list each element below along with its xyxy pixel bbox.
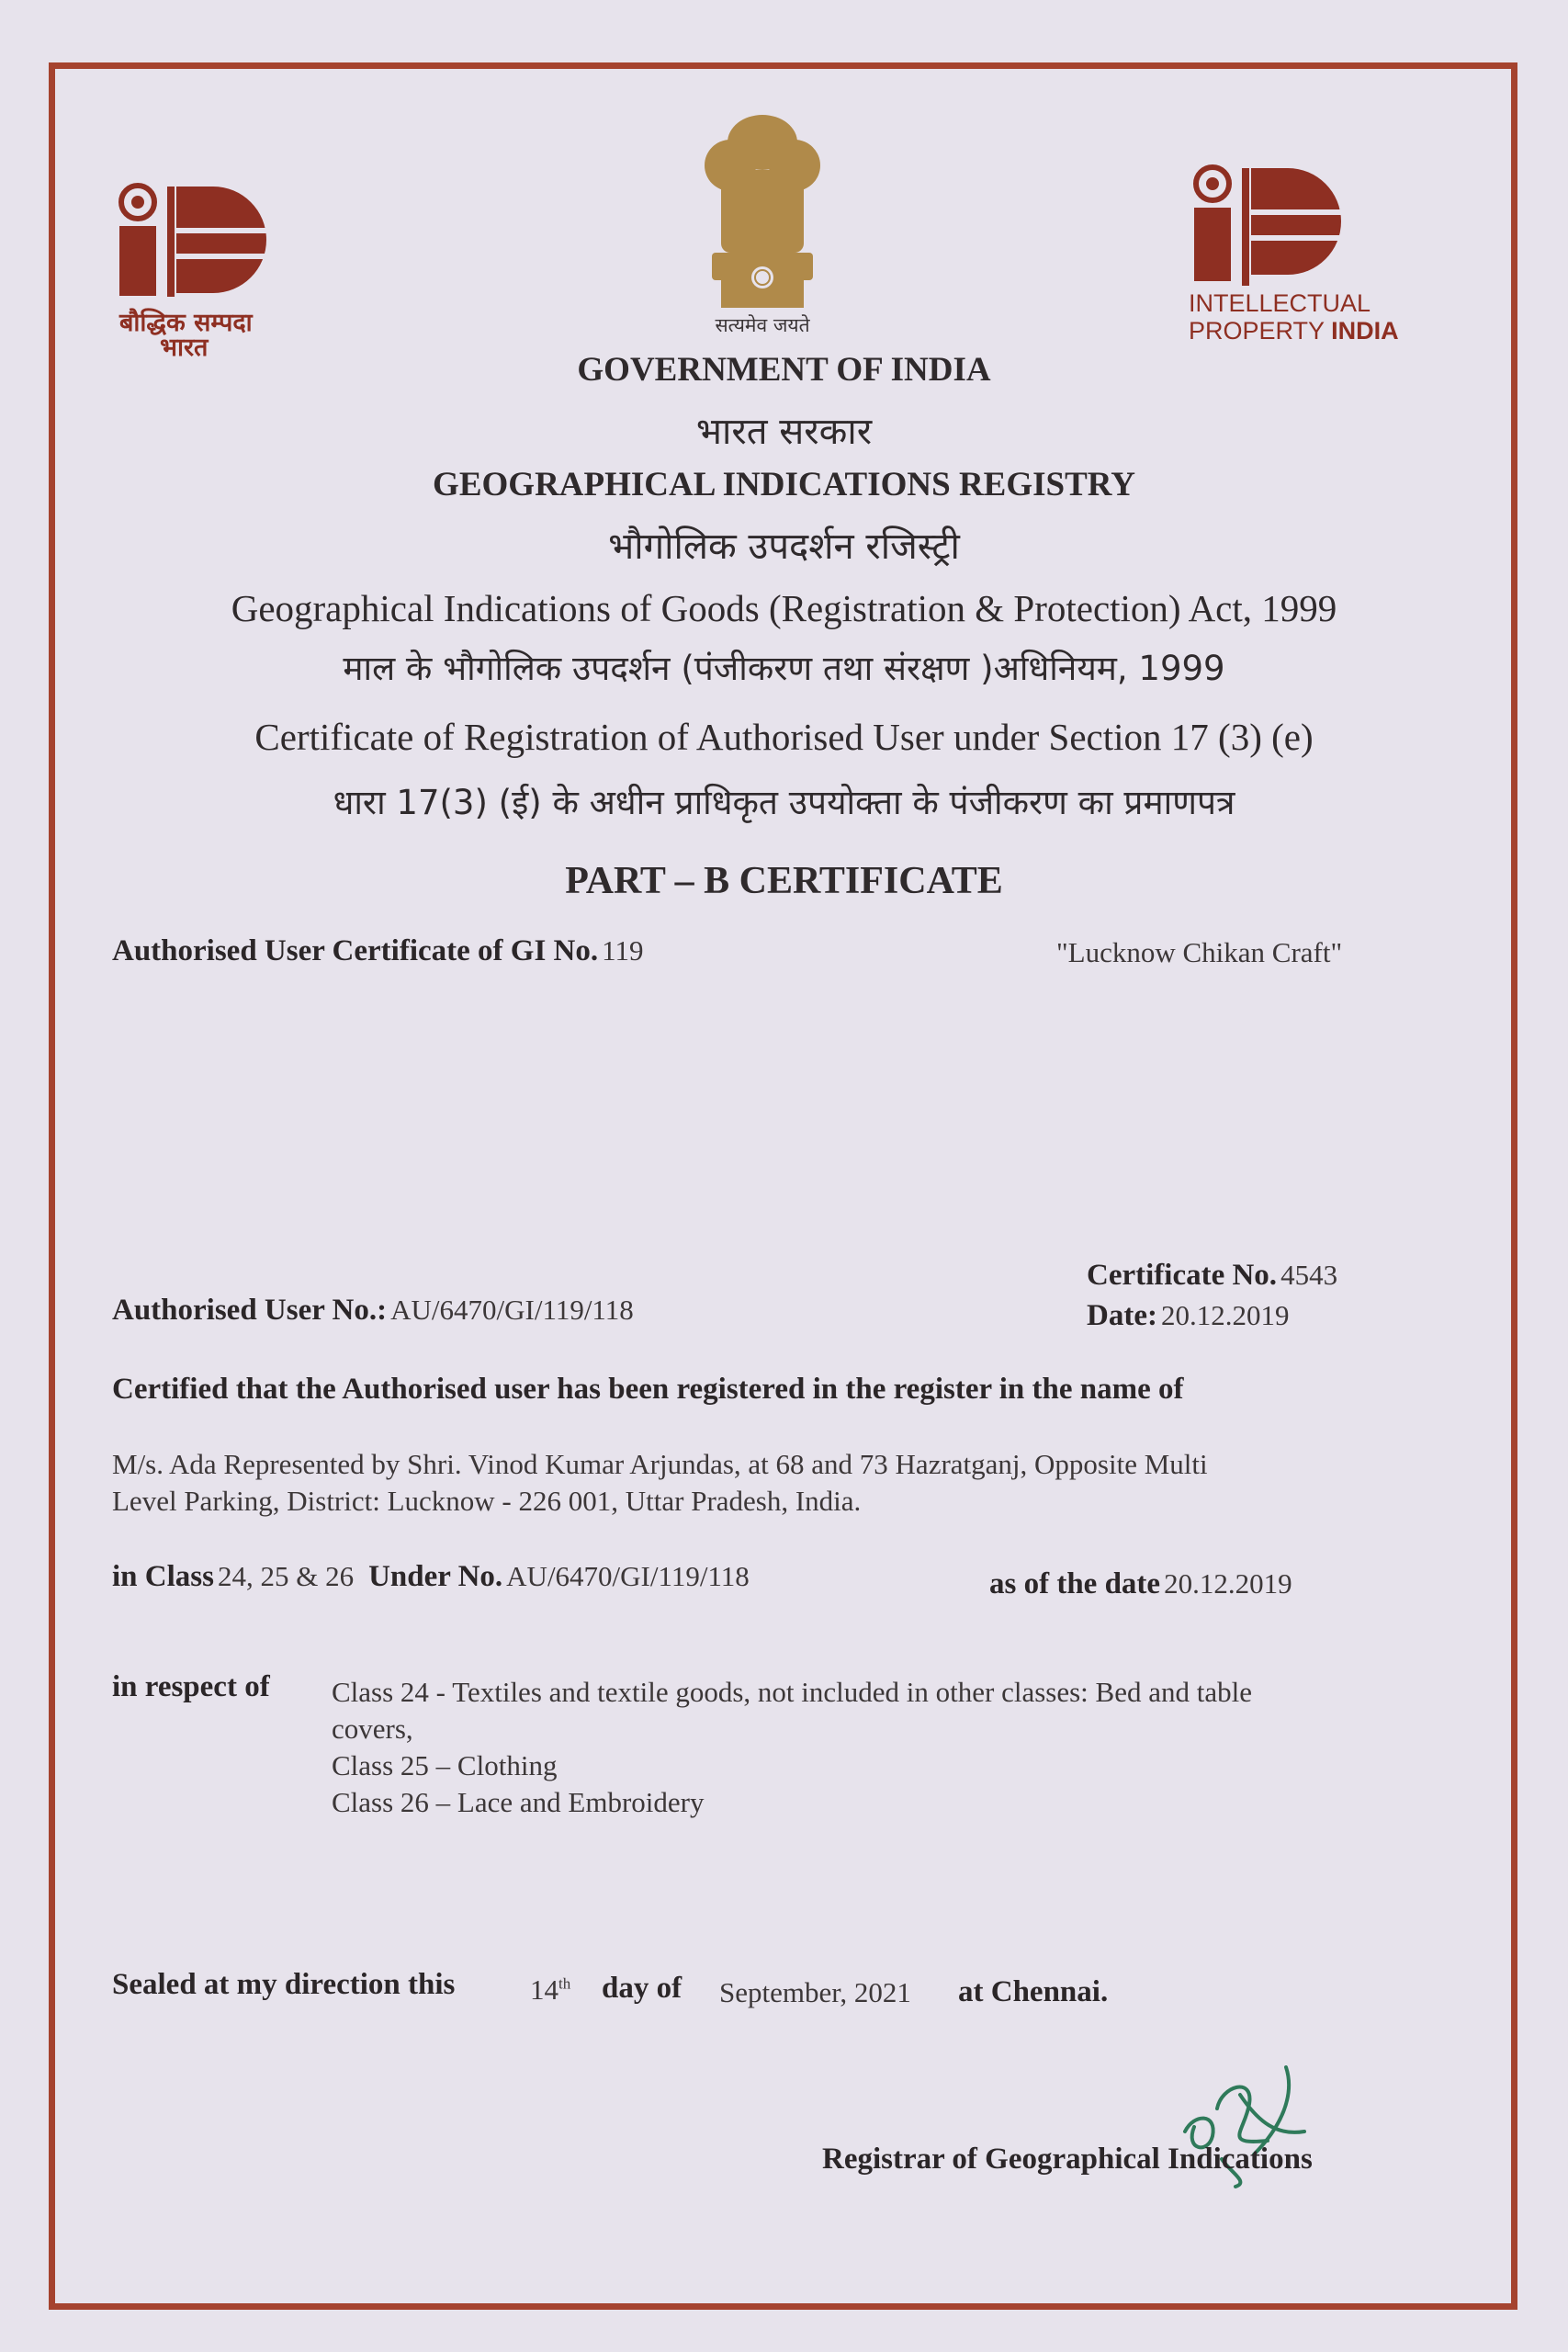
gi-line bbox=[112, 934, 643, 968]
seal-place: at Chennai. bbox=[958, 1975, 1109, 2008]
respect-line: Class 24 - Textiles and textile goods, not included in other classes: Bed and table bbox=[332, 1676, 1252, 1708]
registrant-address bbox=[112, 1446, 1398, 1520]
right-logo-caption-1: INTELLECTUAL bbox=[1189, 289, 1371, 317]
gov-title-en: GOVERNMENT OF INDIA bbox=[577, 351, 991, 389]
act-title-en: Geographical Indications of Goods (Registration & Protection) Act, 1999 bbox=[231, 587, 1337, 629]
seal-day bbox=[530, 1973, 570, 2007]
respect-line: covers, bbox=[332, 1713, 413, 1745]
certified-statement: Certified that the Authorised user has been registered in the register in the name of bbox=[112, 1373, 1184, 1406]
sealed-label: Sealed at my direction this bbox=[112, 1968, 456, 2001]
left-logo-caption-1: बौद्धिक सम्पदा bbox=[119, 309, 253, 337]
part-b-title: PART – B CERTIFICATE bbox=[565, 860, 1003, 902]
seal-day-number: 14 bbox=[530, 1973, 558, 2006]
class-line bbox=[112, 1560, 750, 1594]
au-number-line bbox=[112, 1294, 634, 1328]
registrar-title: Registrar of Geographical Indications bbox=[822, 2143, 1313, 2176]
left-logo-caption-2: भारत bbox=[160, 334, 209, 362]
gi-number: 119 bbox=[602, 934, 644, 967]
gi-label: Authorised User Certificate of GI No. bbox=[112, 934, 599, 967]
under-label: Under No. bbox=[368, 1560, 503, 1593]
dayof-label: day of bbox=[602, 1972, 682, 2005]
under-value: AU/6470/GI/119/118 bbox=[506, 1560, 750, 1592]
cert-number-line bbox=[1087, 1259, 1337, 1293]
class-label: in Class bbox=[112, 1560, 214, 1593]
seal-day-suffix: th bbox=[558, 1974, 571, 1993]
act-title-hi: माल के भौगोलिक उपदर्शन (पंजीकरण तथा संरक्षण )अधिनियम, 1999 bbox=[343, 649, 1225, 688]
gi-name: "Lucknow Chikan Craft" bbox=[1056, 936, 1343, 968]
registry-title-en: GEOGRAPHICAL INDICATIONS REGISTRY bbox=[433, 466, 1135, 503]
respect-line: Class 25 – Clothing bbox=[332, 1749, 558, 1781]
emblem-motto: सत्यमेव जयते bbox=[715, 314, 810, 336]
cert-date-line bbox=[1087, 1299, 1289, 1333]
respect-label: in respect of bbox=[112, 1670, 270, 1703]
cert-date-label: Date: bbox=[1087, 1299, 1157, 1332]
cert-title-en: Certificate of Registration of Authorised User under Section 17 (3) (e) bbox=[254, 716, 1314, 758]
respect-list bbox=[332, 1674, 1434, 1821]
ip-logo-left bbox=[112, 182, 342, 366]
ip-logo-icon bbox=[112, 182, 296, 301]
cert-number-label: Certificate No. bbox=[1087, 1259, 1278, 1292]
gov-title-hi: भारत सरकार bbox=[695, 411, 873, 453]
registrant-line-2: Level Parking, District: Lucknow - 226 001, Uttar Pradesh, India. bbox=[112, 1485, 862, 1517]
asof-value: 20.12.2019 bbox=[1164, 1567, 1292, 1600]
ip-logo-right bbox=[1187, 164, 1462, 356]
asof-line bbox=[989, 1567, 1292, 1601]
right-logo-property: PROPERTY bbox=[1189, 317, 1325, 345]
au-number-label: Authorised User No.: bbox=[112, 1294, 388, 1327]
cert-title-hi: धारा 17(3) (ई) के अधीन प्राधिकृत उपयोक्ता के पंजीकरण का प्रमाणपत्र bbox=[333, 783, 1235, 822]
asof-label: as of the date bbox=[989, 1567, 1161, 1600]
state-emblem-icon bbox=[694, 106, 831, 317]
ip-logo-icon bbox=[1187, 164, 1371, 288]
registrant-line-1: M/s. Ada Represented by Shri. Vinod Kumar Arjundas, at 68 and 73 Hazratganj, Opposite Multi bbox=[112, 1448, 1208, 1480]
right-logo-india: INDIA bbox=[1331, 317, 1399, 345]
state-emblem bbox=[694, 106, 831, 345]
au-number: AU/6470/GI/119/118 bbox=[390, 1294, 634, 1326]
registry-title-hi: भौगोलिक उपदर्शन रजिस्ट्री bbox=[608, 526, 960, 568]
right-logo-caption-2 bbox=[1189, 317, 1399, 345]
cert-date: 20.12.2019 bbox=[1160, 1299, 1290, 1331]
class-value: 24, 25 & 26 bbox=[217, 1560, 355, 1592]
cert-number: 4543 bbox=[1280, 1259, 1338, 1291]
seal-month-year: September, 2021 bbox=[719, 1976, 911, 2008]
respect-line: Class 26 – Lace and Embroidery bbox=[332, 1786, 705, 1818]
